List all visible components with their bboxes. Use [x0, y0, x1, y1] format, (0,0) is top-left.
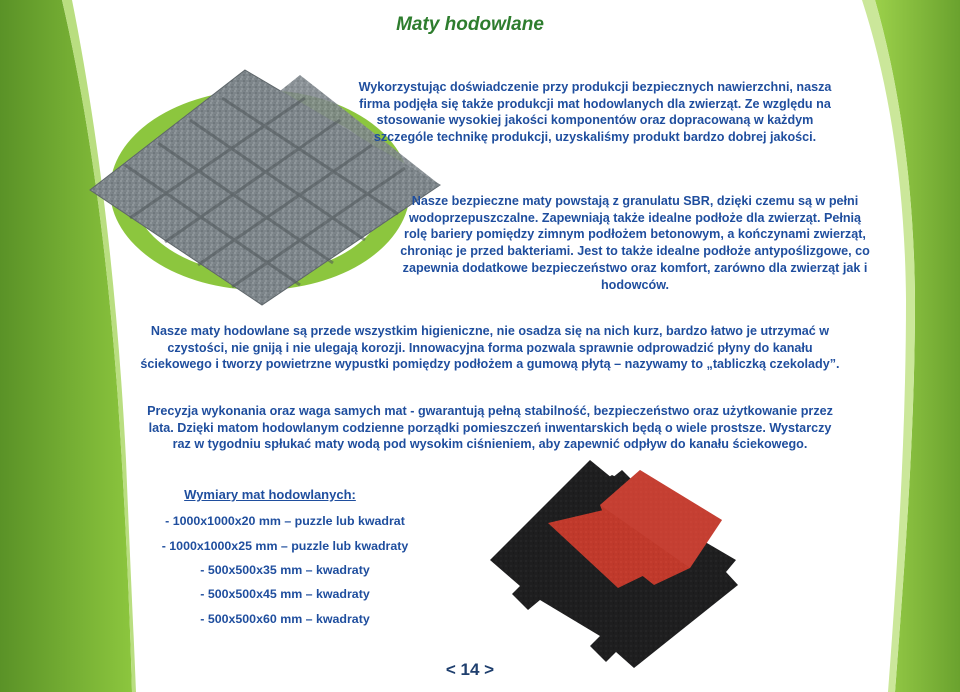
hygiene-paragraph: Nasze maty hodowlane są przede wszystkim higieniczne, nie osadza się na nich kurz, bardzo łatwo je utrzymać w czystości, nie gniją i nie ulegają korozji. Innowacyjna forma pozwala sprawnie odprowadzić płyny do kanału ściekowego i tworzy powietrzne wypustki pomiędzy podłożem a gumową płytą – nazywamy to „tabliczką czekolady”. — [140, 324, 840, 372]
left-green-band — [0, 0, 136, 692]
dimension-item: - 500x500x60 mm – kwadraty — [200, 612, 370, 626]
right-green-band — [862, 0, 960, 692]
puzzle-mats-image — [490, 460, 738, 668]
precision-paragraph: Precyzja wykonania oraz waga samych mat - gwarantują pełną stabilność, bezpieczeństwo oraz użytkowanie przez lata. Dzięki matom hodowlanym codzienne porządki pomieszczeń inwentarskich będą o wiele prostsze. Wystarczy raz w tygodniu spłukać maty wodą pod wysokim ciśnieniem, aby zapewnić odpływ do kanału ściekowego. — [147, 404, 833, 452]
sbr-paragraph: Nasze bezpieczne maty powstają z granulatu SBR, dzięki czemu są w pełni wodoprzepuszczalne. Zapewniają także idealne podłoże dla zwierząt. Pełnią rolę bariery pomiędzy zimnym podłożem betonowym, a kończynami zwierząt, chroniąc je przed bakteriami. Jest to także idealne podłoże antypoślizgowe, co zapewnia dodatkowe bezpieczeństwo oraz komfort, zarówno dla zwierząt jak i hodowców. — [400, 194, 870, 292]
dimension-item: - 500x500x35 mm – kwadraty — [200, 563, 370, 577]
intro-paragraph: Wykorzystując doświadczenie przy produkcji bezpiecznych nawierzchni, nasza firma podjęła się także produkcji mat hodowlanych dla zwierząt. Ze względu na stosowanie wysokiej jakości komponentów oraz dopracowaną w każdym szczególe technikę produkcji, uzyskaliśmy produkt bardzo dobrej jakości. — [358, 80, 832, 145]
page-title: Maty hodowlane — [396, 14, 544, 35]
page-number: < 14 > — [445, 660, 495, 679]
dimension-item: - 1000x1000x25 mm – puzzle lub kwadraty — [161, 539, 409, 553]
dimension-item: - 500x500x45 mm – kwadraty — [200, 587, 370, 601]
dimensions-heading: Wymiary mat hodowlanych: — [184, 487, 356, 502]
dimension-item: - 1000x1000x20 mm – puzzle lub kwadrat — [165, 514, 405, 528]
